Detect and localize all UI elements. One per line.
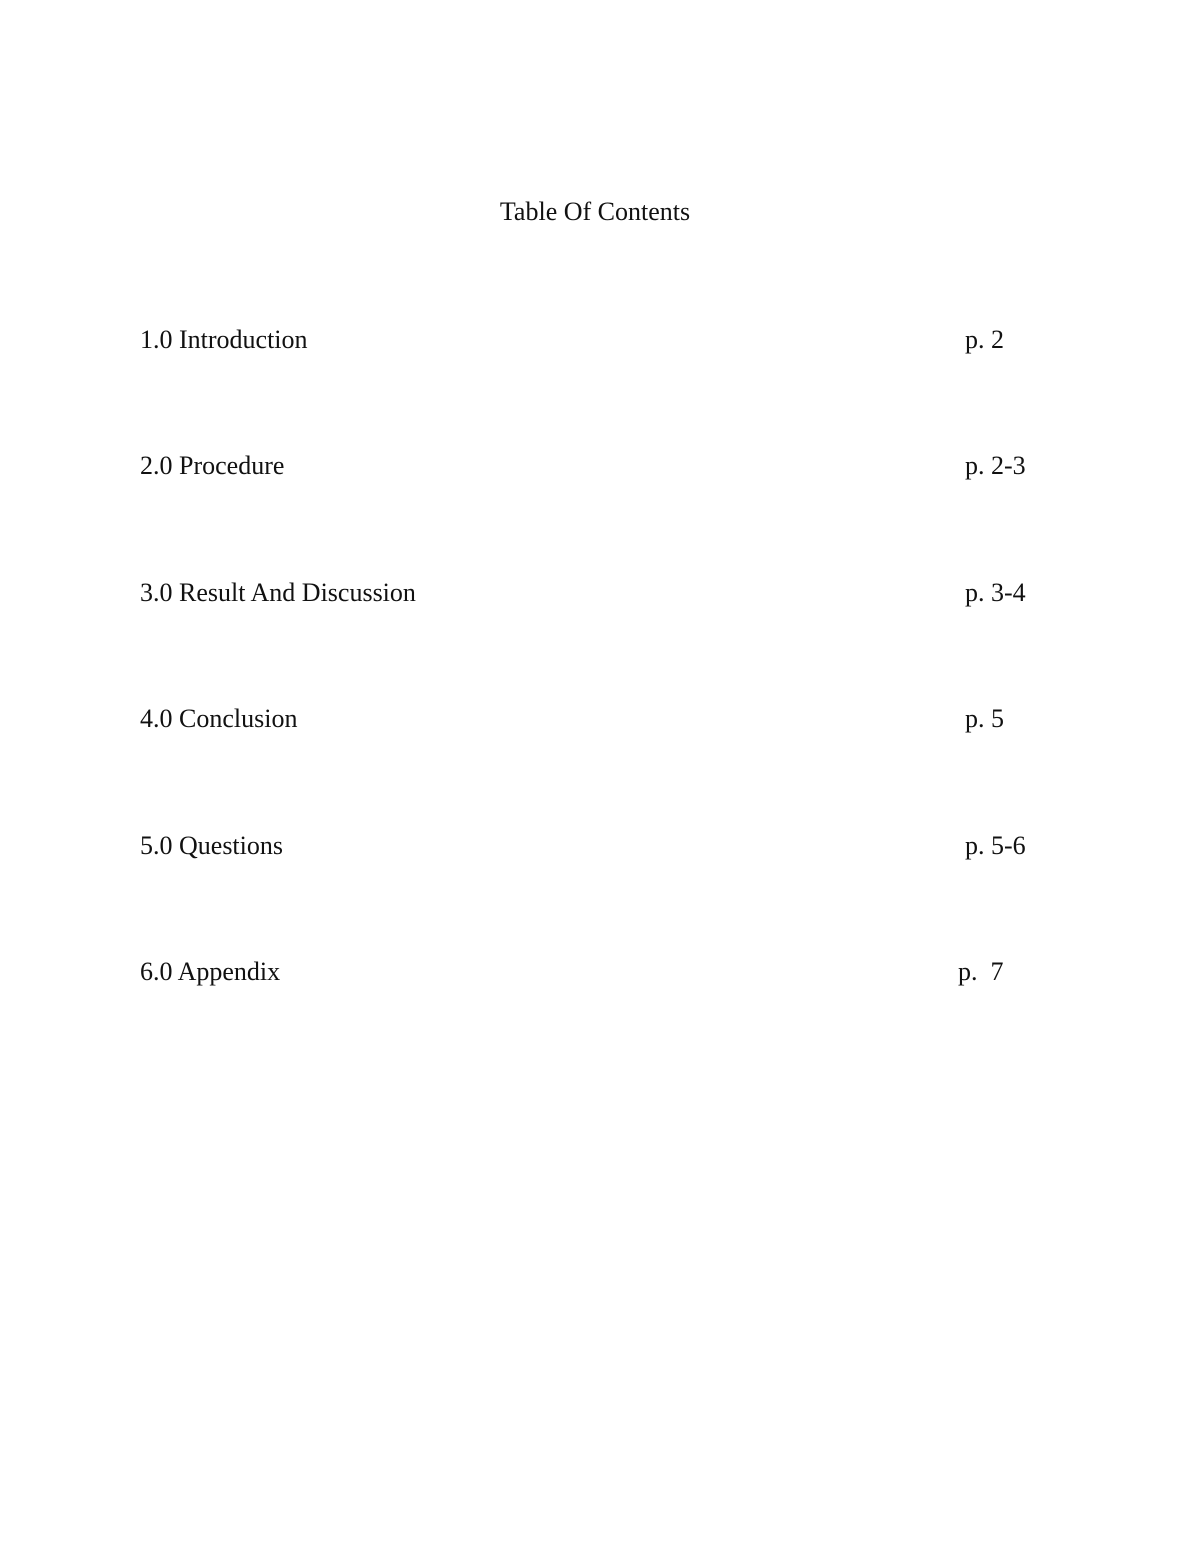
toc-entry-questions [140,830,1100,956]
toc-entry-page: p. 3-4 [965,577,1026,607]
toc-entry-page: p. 2-3 [965,451,1026,481]
toc-entry-title: 2.0 Procedure [140,451,285,481]
toc-entry-title: 6.0 Appendix [140,956,281,986]
toc-entry-procedure [140,450,1100,576]
toc-entry-conclusion [140,703,1100,829]
toc-entry-title: 4.0 Conclusion [140,704,298,734]
toc-list [140,324,1100,1082]
toc-entry-page: p. 5-6 [965,830,1026,860]
toc-entry-introduction [140,324,1100,450]
toc-entry-title: 3.0 Result And Discussion [140,577,416,607]
page-title: Table Of Contents [499,197,691,226]
toc-entry-title: 1.0 Introduction [140,325,308,354]
toc-entry-page: p. 5 [965,704,1004,734]
toc-entry-page: p. 2 [965,325,1004,354]
toc-entry-appendix [140,956,1100,1082]
toc-entry-page: p. 7 [958,956,1004,986]
toc-entry-result-and-discussion [140,577,1100,703]
toc-entry-title: 5.0 Questions [140,830,283,860]
